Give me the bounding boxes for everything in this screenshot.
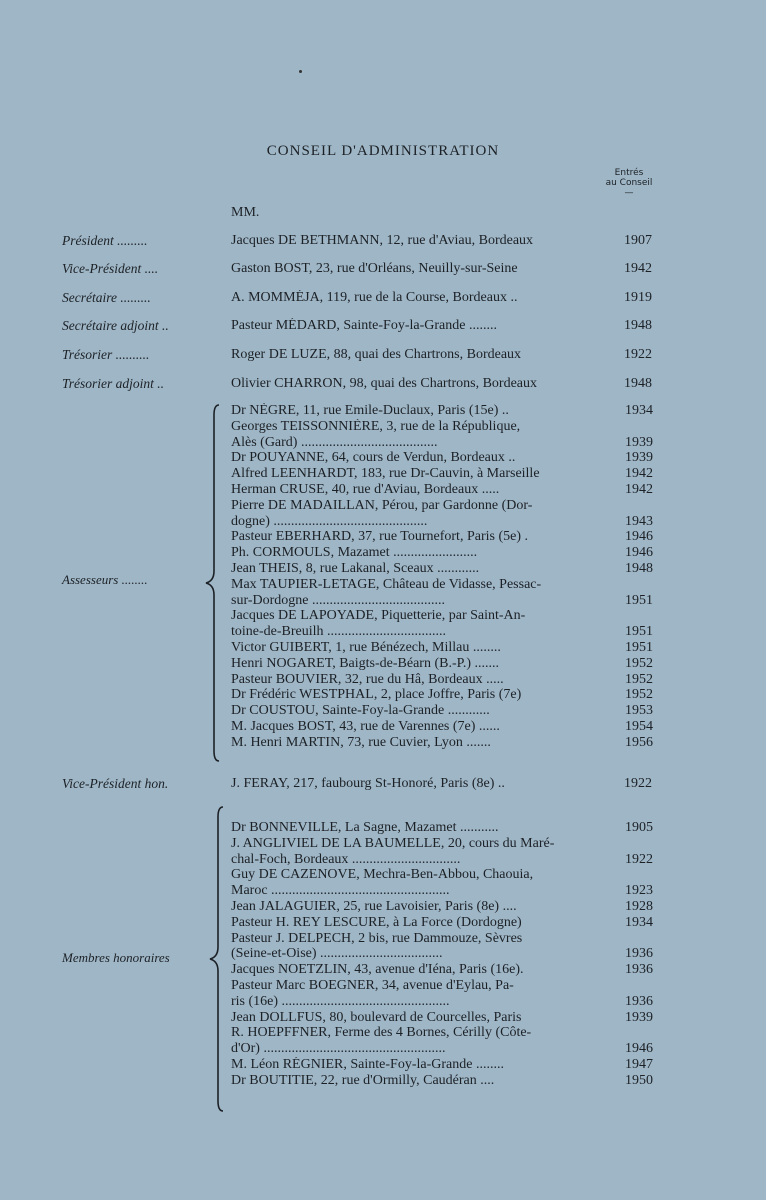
officer-row xyxy=(0,376,766,398)
member-line: Maroc ................................................... xyxy=(231,883,450,899)
member-entry xyxy=(231,962,661,978)
member-name: Olivier CHARRON, 98, quai des Chartrons, Bordeaux xyxy=(231,376,538,391)
member-entry xyxy=(231,561,661,577)
member-year: 1952 xyxy=(625,671,653,687)
member-line: Pasteur H. REY LESCURE, à La Force (Dordogne) xyxy=(231,914,522,930)
member-year: 1942 xyxy=(625,481,653,497)
member-year: 1946 xyxy=(625,529,653,545)
member-entry xyxy=(231,1057,661,1073)
member-line: Dr COUSTOU, Sainte-Foy-la-Grande ............ xyxy=(231,703,490,719)
officer-row xyxy=(0,261,766,283)
member-entry xyxy=(231,672,661,688)
member-entry xyxy=(231,931,661,963)
member-year: 1947 xyxy=(625,1056,653,1072)
member-year: 1953 xyxy=(625,703,653,719)
officer-row xyxy=(0,290,766,312)
member-line: Pasteur J. DELPECH, 2 bis, rue Dammouze, Sèvres xyxy=(231,930,523,946)
member-year: 1907 xyxy=(624,233,652,248)
member-line: Alfred LEENHARDT, 183, rue Dr-Cauvin, à Marseille xyxy=(231,466,540,482)
member-year: 1943 xyxy=(625,513,653,529)
member-entry xyxy=(231,529,661,545)
member-year: 1952 xyxy=(625,655,653,671)
member-year: 1946 xyxy=(625,1041,653,1057)
column-header-line-3: — xyxy=(624,188,634,198)
member-line: Georges TEISSONNIÈRE, 3, rue de la République, xyxy=(231,418,521,434)
salutation: MM. xyxy=(231,205,260,220)
member-entry xyxy=(231,687,661,703)
member-line: M. Léon RÉGNIER, Sainte-Foy-la-Grande ........ xyxy=(231,1056,504,1072)
member-entry xyxy=(231,899,661,915)
member-line: Jacques NOETZLIN, 43, avenue d'Iéna, Paris (16e). xyxy=(231,962,524,978)
member-year: 1954 xyxy=(625,718,653,734)
member-line: Dr POUYANNE, 64, cours de Verdun, Bordeaux .. xyxy=(231,450,516,466)
member-line: Dr NÈGRE, 11, rue Emile-Duclaux, Paris (15e) .. xyxy=(231,403,509,418)
member-line: M. Jacques BOST, 43, rue de Varennes (7e) ...... xyxy=(231,718,500,734)
member-year: 1939 xyxy=(625,434,653,450)
member-line: sur-Dordogne ...................................... xyxy=(231,592,445,608)
member-year: 1956 xyxy=(625,734,653,750)
member-entry xyxy=(231,1010,661,1026)
member-name: J. FERAY, 217, faubourg St-Honoré, Paris (8e) .. xyxy=(231,776,505,791)
member-line: Jean DOLLFUS, 80, boulevard de Courcelles, Paris xyxy=(231,1009,522,1025)
member-entry xyxy=(231,1025,661,1057)
member-name: Gaston BOST, 23, rue d'Orléans, Neuilly-sur-Seine xyxy=(231,261,518,276)
member-entry xyxy=(231,498,661,530)
member-name: Jacques DE BETHMANN, 12, rue d'Aviau, Bordeaux xyxy=(231,233,534,248)
honoraires-label: Membres honoraires xyxy=(62,950,170,965)
member-year: 1948 xyxy=(624,376,652,391)
role-label: Secrétaire adjoint .. xyxy=(62,318,169,333)
officer-row xyxy=(0,347,766,369)
member-entry xyxy=(231,419,661,451)
member-year: 1946 xyxy=(625,545,653,561)
member-year: 1939 xyxy=(625,450,653,466)
member-line: Alès (Gard) ....................................... xyxy=(231,434,438,450)
member-entry xyxy=(231,450,661,466)
member-name: Roger DE LUZE, 88, quai des Chartrons, Bordeaux xyxy=(231,347,522,362)
member-line: Pasteur Marc BOEGNER, 34, avenue d'Eylau, Pa- xyxy=(231,977,514,993)
member-year: 1919 xyxy=(624,290,652,305)
column-header-line-2: au Conseil xyxy=(605,178,653,188)
member-year: 1936 xyxy=(625,993,653,1009)
page-title: CONSEIL D'ADMINISTRATION xyxy=(266,143,500,159)
honoraires-list xyxy=(231,820,661,1089)
member-line: ris (16e) ................................................ xyxy=(231,993,450,1009)
member-line: toine-de-Breuilh .................................. xyxy=(231,624,447,640)
member-entry xyxy=(231,640,661,656)
member-year: 1950 xyxy=(625,1072,653,1088)
member-line: J. ANGLIVIEL DE LA BAUMELLE, 20, cours du Maré- xyxy=(231,835,555,851)
member-entry xyxy=(231,719,661,735)
member-entry xyxy=(231,482,661,498)
member-line: Jean JALAGUIER, 25, rue Lavoisier, Paris (8e) .... xyxy=(231,898,517,914)
member-name: A. MOMMÉJA, 119, rue de la Course, Bordeaux .. xyxy=(231,290,518,305)
role-label: Vice-Président .... xyxy=(62,261,159,276)
role-label: Vice-Président hon. xyxy=(62,776,169,791)
honoraires-brace xyxy=(207,805,229,1115)
member-line: d'Or) .................................................... xyxy=(231,1041,446,1057)
member-year: 1939 xyxy=(625,1009,653,1025)
member-year: 1936 xyxy=(625,946,653,962)
member-entry xyxy=(231,978,661,1010)
member-year: 1934 xyxy=(625,403,653,418)
member-line: dogne) ............................................ xyxy=(231,513,428,529)
member-line: Henri NOGARET, Baigts-de-Béarn (B.-P.) ....... xyxy=(231,655,500,671)
member-year: 1942 xyxy=(625,466,653,482)
member-line: Victor GUIBERT, 1, rue Bénézech, Millau ........ xyxy=(231,639,501,655)
member-line: Max TAUPIER-LETAGE, Château de Vidasse, Pessac- xyxy=(231,576,542,592)
member-line: Guy DE CAZENOVE, Mechra-Ben-Abbou, Chaouia, xyxy=(231,867,534,883)
member-line: Dr BOUTITIE, 22, rue d'Ormilly, Caudéran .... xyxy=(231,1072,495,1088)
member-year: 1951 xyxy=(625,592,653,608)
member-line: Pasteur BOUVIER, 32, rue du Hâ, Bordeaux ..... xyxy=(231,671,504,687)
assesseurs-brace xyxy=(203,403,225,763)
vice-president-hon-row xyxy=(0,776,766,798)
member-line: Dr BONNEVILLE, La Sagne, Mazamet ........... xyxy=(231,820,499,835)
member-entry xyxy=(231,545,661,561)
member-entry xyxy=(231,735,661,751)
member-year: 1948 xyxy=(624,318,652,333)
member-entry xyxy=(231,915,661,931)
member-year: 1951 xyxy=(625,639,653,655)
member-year: 1948 xyxy=(625,560,653,576)
member-line: M. Henri MARTIN, 73, rue Cuvier, Lyon ....... xyxy=(231,734,491,750)
role-label: Secrétaire ......... xyxy=(62,290,151,305)
role-label: Trésorier adjoint .. xyxy=(62,376,165,391)
member-line: (Seine-et-Oise) ................................... xyxy=(231,946,443,962)
assesseurs-list xyxy=(231,403,661,751)
ink-speck xyxy=(299,70,302,73)
officer-row xyxy=(0,233,766,255)
member-year: 1936 xyxy=(625,962,653,978)
member-entry xyxy=(231,608,661,640)
officer-row xyxy=(0,318,766,340)
member-line: Pasteur EBERHARD, 37, rue Tournefort, Paris (5e) . xyxy=(231,529,528,545)
member-line: Jacques DE LAPOYADE, Piquetterie, par Saint-An- xyxy=(231,608,526,624)
member-year: 1934 xyxy=(625,914,653,930)
member-name: Pasteur MÉDARD, Sainte-Foy-la-Grande ........ xyxy=(231,318,497,333)
role-label: Président ......... xyxy=(62,233,148,248)
assesseurs-label: Assesseurs ........ xyxy=(62,572,148,587)
member-line: Dr Frédéric WESTPHAL, 2, place Joffre, Paris (7e) xyxy=(231,687,522,703)
column-header-line-1: Entrés xyxy=(614,168,644,178)
member-year: 1923 xyxy=(625,883,653,899)
member-line: chal-Foch, Bordeaux ............................... xyxy=(231,851,461,867)
member-entry xyxy=(231,703,661,719)
member-entry xyxy=(231,836,661,868)
member-line: Ph. CORMOULS, Mazamet ........................ xyxy=(231,545,478,561)
member-year: 1922 xyxy=(624,347,652,362)
member-year: 1951 xyxy=(625,624,653,640)
role-label: Trésorier .......... xyxy=(62,347,150,362)
member-entry xyxy=(231,867,661,899)
member-year: 1905 xyxy=(625,820,653,835)
member-entry xyxy=(231,466,661,482)
member-year: 1922 xyxy=(625,851,653,867)
member-year: 1942 xyxy=(624,261,652,276)
member-line: R. HOEPFFNER, Ferme des 4 Bornes, Cérilly (Côte- xyxy=(231,1025,532,1041)
member-entry xyxy=(231,820,661,836)
column-header xyxy=(598,168,660,198)
member-entry xyxy=(231,1073,661,1089)
member-entry xyxy=(231,656,661,672)
member-line: Herman CRUSE, 40, rue d'Aviau, Bordeaux ..... xyxy=(231,481,500,497)
member-line: Pierre DE MADAILLAN, Pérou, par Gardonne (Dor- xyxy=(231,497,533,513)
member-entry xyxy=(231,403,661,419)
member-year: 1928 xyxy=(625,898,653,914)
member-year: 1922 xyxy=(624,776,652,791)
member-line: Jean THEIS, 8, rue Lakanal, Sceaux ............ xyxy=(231,560,480,576)
member-year: 1952 xyxy=(625,687,653,703)
member-entry xyxy=(231,577,661,609)
